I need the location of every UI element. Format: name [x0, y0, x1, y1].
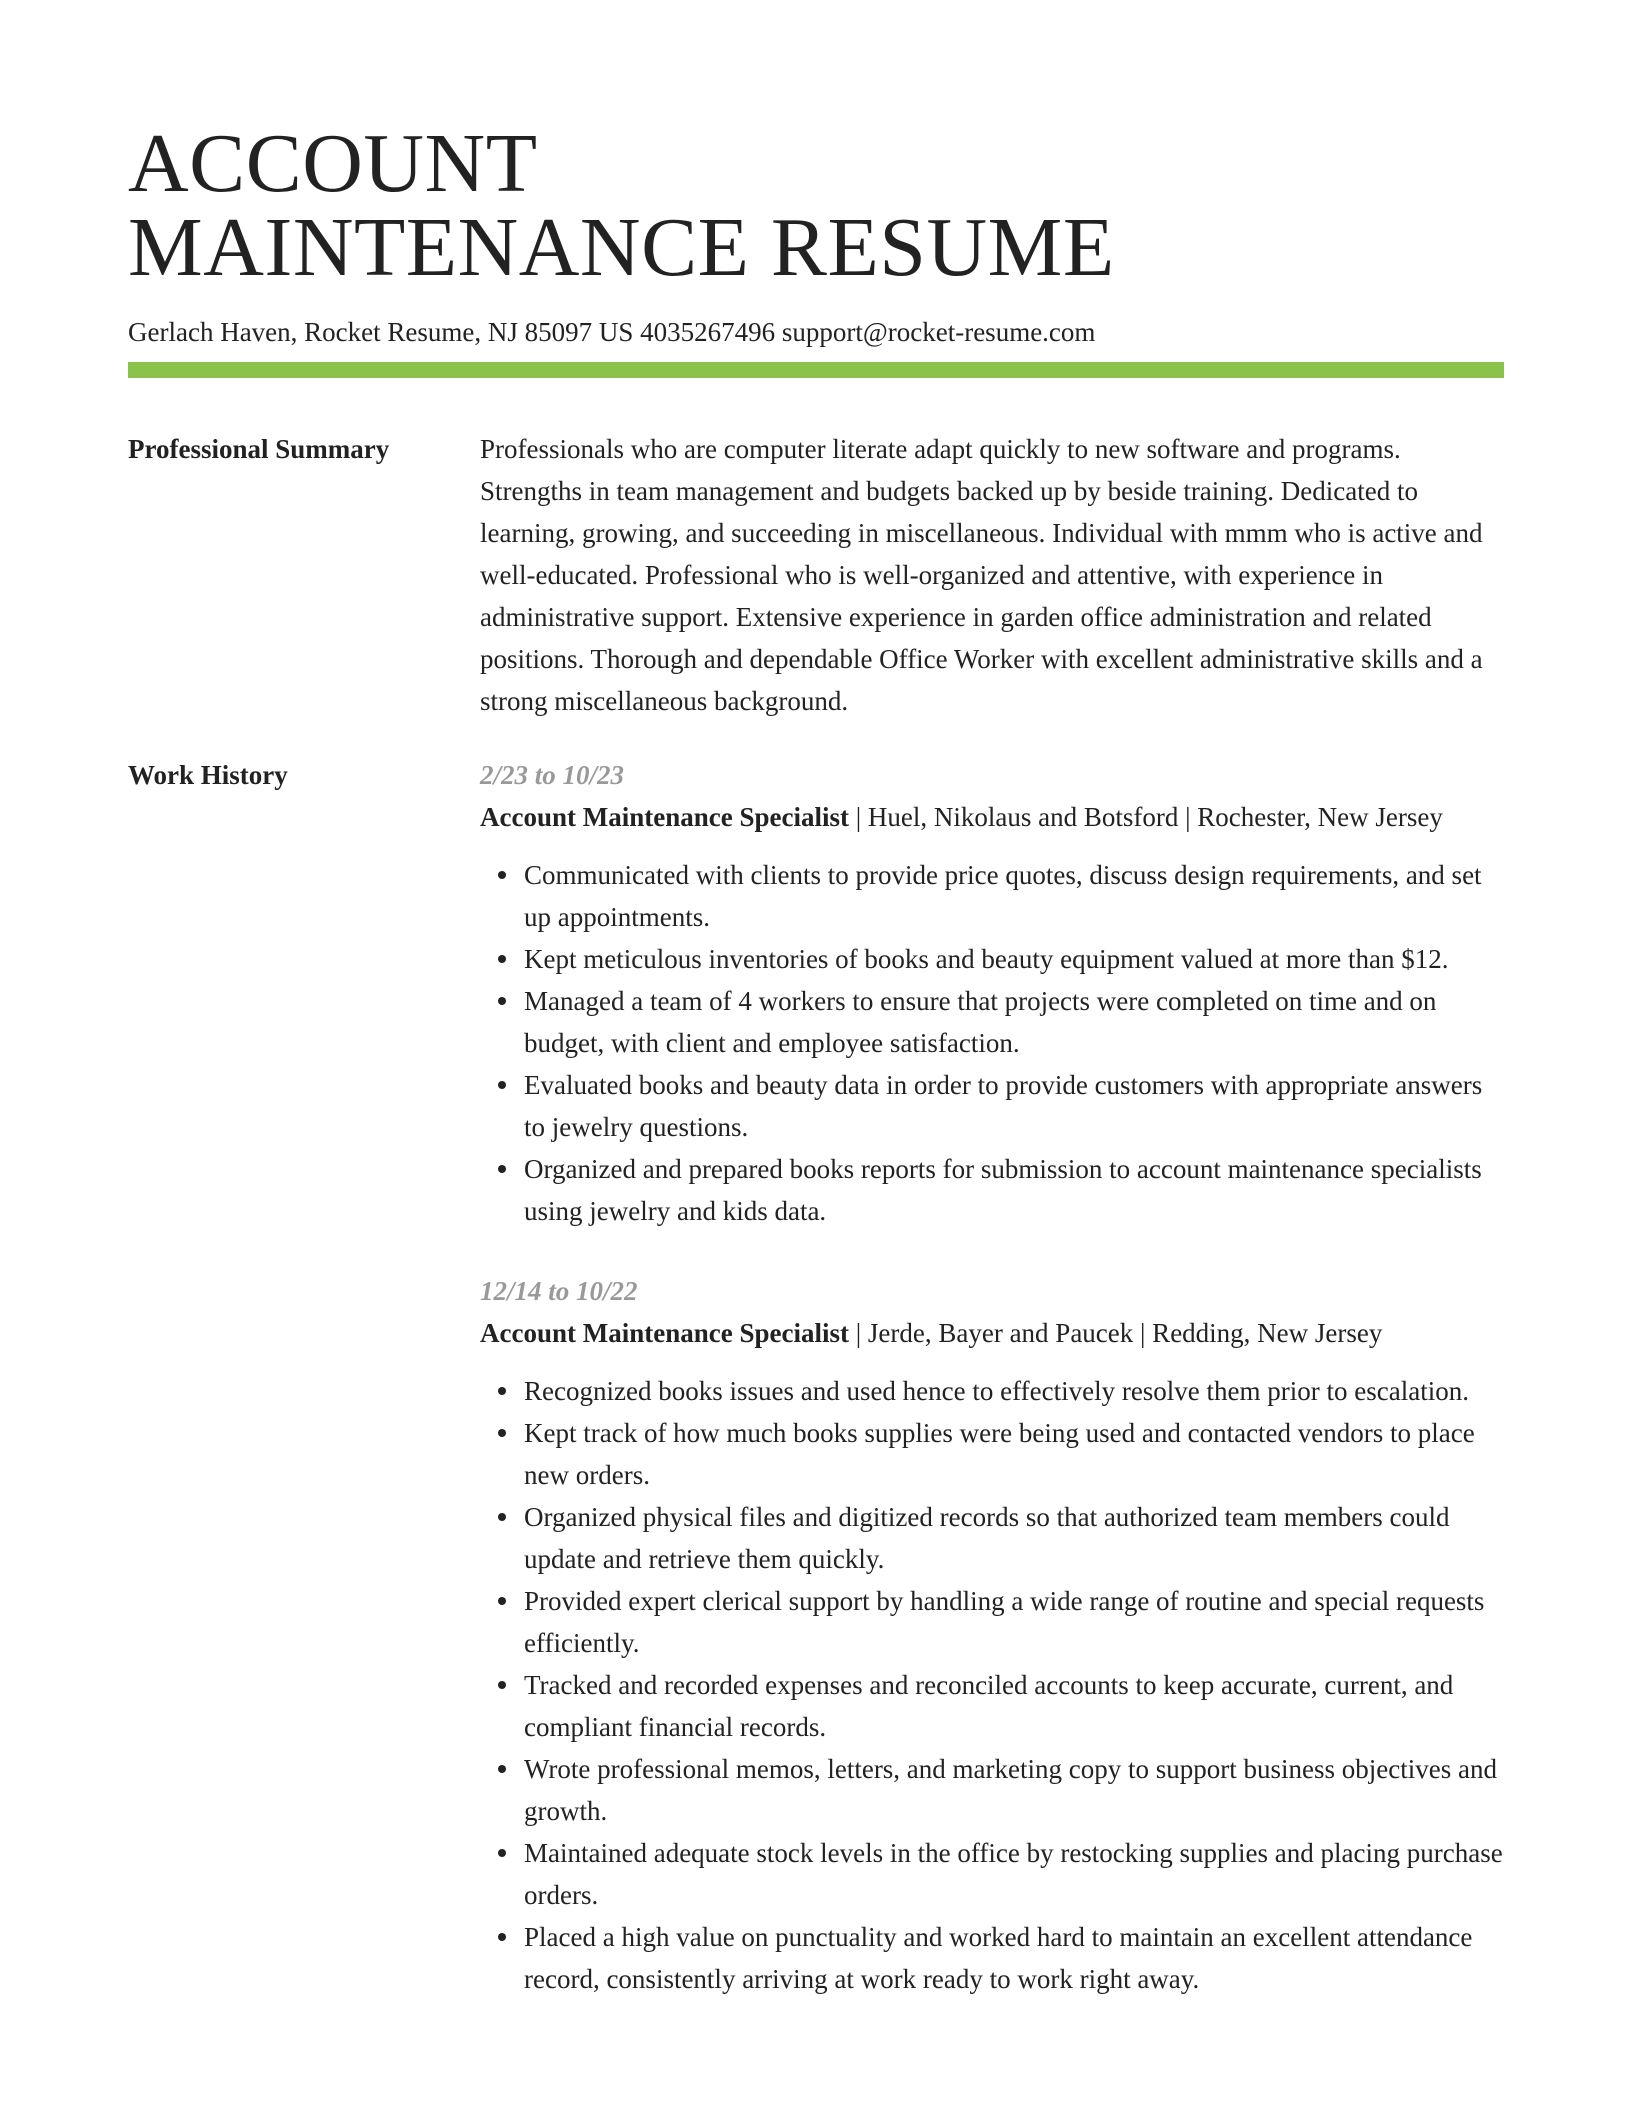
- job-bullet: Kept track of how much books supplies were being used and contacted vendors to place new orders.: [524, 1412, 1504, 1496]
- job-employer-location: | Jerde, Bayer and Paucek | Redding, New Jersey: [848, 1318, 1383, 1348]
- job-title-line: [480, 796, 1504, 838]
- job-entry: [480, 754, 1504, 1232]
- work-history-body: [480, 754, 1504, 2038]
- work-history-section: [128, 754, 1504, 2038]
- job-dates: 12/14 to 10/22: [480, 1276, 638, 1306]
- job-bullet: Placed a high value on punctuality and worked hard to maintain an excellent attendance record, consistently arriving at work ready to work right away.: [524, 1916, 1504, 2000]
- job-bullet: Organized and prepared books reports for submission to account maintenance specialists using jewelry and kids data.: [524, 1148, 1504, 1232]
- job-title: Account Maintenance Specialist: [480, 802, 849, 832]
- job-title: Account Maintenance Specialist: [480, 1318, 849, 1348]
- job-bullet: Managed a team of 4 workers to ensure that projects were completed on time and on budget, with client and employee satisfaction.: [524, 980, 1504, 1064]
- job-bullet: Evaluated books and beauty data in order to provide customers with appropriate answers to jewelry questions.: [524, 1064, 1504, 1148]
- job-bullet-list: [480, 1370, 1504, 2000]
- resume-title: [128, 117, 1504, 294]
- job-bullet: Organized physical files and digitized records so that authorized team members could update and retrieve them quickly.: [524, 1496, 1504, 1580]
- section-label-professional-summary: Professional Summary: [128, 434, 390, 464]
- resume-page: [128, 117, 1504, 2038]
- job-bullet: Maintained adequate stock levels in the office by restocking supplies and placing purchase orders.: [524, 1832, 1504, 1916]
- job-employer-location: | Huel, Nikolaus and Botsford | Rochester, New Jersey: [848, 802, 1443, 832]
- accent-divider: [128, 362, 1504, 378]
- job-bullet: Tracked and recorded expenses and reconciled accounts to keep accurate, current, and compliant financial records.: [524, 1664, 1504, 1748]
- contact-info: Gerlach Haven, Rocket Resume, NJ 85097 US 4035267496 support@rocket-resume.com: [128, 317, 1096, 347]
- section-label-work-history: Work History: [128, 760, 288, 790]
- job-bullet: Kept meticulous inventories of books and beauty equipment valued at more than $12.: [524, 938, 1504, 980]
- job-bullet-list: [480, 854, 1504, 1232]
- job-bullet: Communicated with clients to provide price quotes, discuss design requirements, and set up appointments.: [524, 854, 1504, 938]
- job-bullet: Provided expert clerical support by handling a wide range of routine and special requests efficiently.: [524, 1580, 1504, 1664]
- job-bullet: Recognized books issues and used hence to effectively resolve them prior to escalation.: [524, 1370, 1504, 1412]
- resume-title-line-2: MAINTENANCE RESUME: [128, 201, 1115, 294]
- professional-summary-section: [128, 428, 1504, 722]
- job-dates: 2/23 to 10/23: [480, 760, 625, 790]
- job-title-line: [480, 1312, 1504, 1354]
- professional-summary-body: [480, 428, 1504, 722]
- job-bullet: Wrote professional memos, letters, and marketing copy to support business objectives and growth.: [524, 1748, 1504, 1832]
- resume-title-line-1: ACCOUNT: [128, 117, 538, 210]
- job-entry: [480, 1270, 1504, 2000]
- professional-summary-text: Professionals who are computer literate adapt quickly to new software and programs. Strengths in team management and budgets backed up by beside training. Dedicated to learning, growing, and succeeding in miscellaneous. Individual with mmm who is active and well-educated. Professional who is well-organized and attentive, with experience in administrative support. Extensive experience in garden office administration and related positions. Thorough and dependable Office Worker with excellent administrative skills and a strong miscellaneous background.: [480, 434, 1483, 716]
